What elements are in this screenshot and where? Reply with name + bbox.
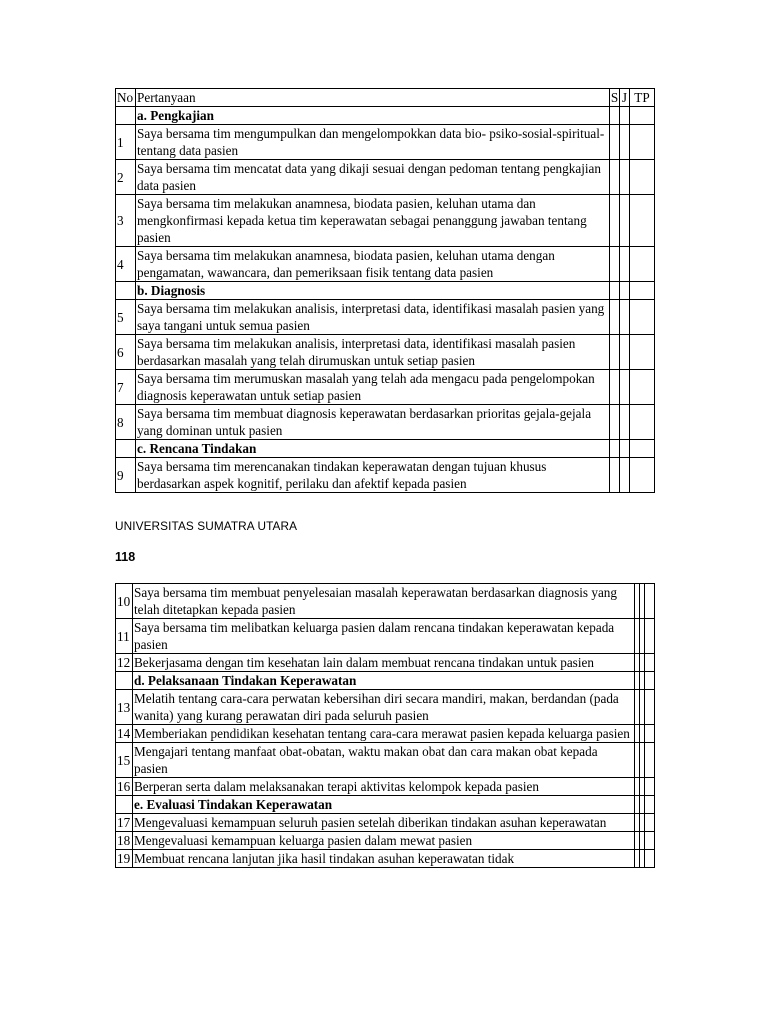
question-text: Saya bersama tim membuat diagnosis keperawatan berdasarkan prioritas gejala-gejala yang dominan untuk pasien	[136, 405, 610, 440]
answer-cell-tp[interactable]	[645, 850, 655, 868]
question-number: 8	[116, 405, 136, 440]
section-row	[116, 282, 655, 300]
answer-cell-j[interactable]	[620, 335, 630, 370]
answer-cell-j[interactable]	[620, 405, 630, 440]
answer-cell-tp[interactable]	[630, 247, 655, 282]
answer-cell-s[interactable]	[610, 370, 620, 405]
answer-cell-s[interactable]	[610, 282, 620, 300]
answer-cell-j[interactable]	[620, 370, 630, 405]
answer-cell-tp[interactable]	[645, 743, 655, 778]
question-row	[116, 778, 655, 796]
question-row	[116, 370, 655, 405]
table-header-row	[116, 89, 655, 107]
answer-cell-tp[interactable]	[645, 584, 655, 619]
answer-cell-s[interactable]	[610, 160, 620, 195]
section-number-cell	[116, 107, 136, 125]
question-number: 12	[116, 654, 133, 672]
question-number: 1	[116, 125, 136, 160]
question-number: 7	[116, 370, 136, 405]
question-row	[116, 814, 655, 832]
answer-cell-j[interactable]	[620, 195, 630, 247]
answer-cell-s[interactable]	[610, 440, 620, 458]
question-row	[116, 725, 655, 743]
question-text: Mengevaluasi kemampuan seluruh pasien setelah diberikan tindakan asuhan keperawatan	[133, 814, 635, 832]
question-row	[116, 584, 655, 619]
question-number: 3	[116, 195, 136, 247]
answer-cell-tp[interactable]	[645, 619, 655, 654]
question-text: Saya bersama tim merumuskan masalah yang telah ada mengacu pada pengelompokan diagnosis keperawatan untuk setiap pasien	[136, 370, 610, 405]
questionnaire-table-1	[115, 88, 655, 493]
question-text: Saya bersama tim mencatat data yang dikaji sesuai dengan pedoman tentang pengkajian data pasien	[136, 160, 610, 195]
answer-cell-tp[interactable]	[630, 282, 655, 300]
question-text: Saya bersama tim melakukan analisis, interpretasi data, identifikasi masalah pasien yang saya tangani untuk semua pasien	[136, 300, 610, 335]
answer-cell-tp[interactable]	[645, 814, 655, 832]
question-row	[116, 743, 655, 778]
answer-cell-s[interactable]	[610, 405, 620, 440]
question-text: Saya bersama tim mengumpulkan dan mengelompokkan data bio- psiko-sosial-spiritual-tentang data pasien	[136, 125, 610, 160]
section-heading: d. Pelaksanaan Tindakan Keperawatan	[133, 672, 635, 690]
question-text: Membuat rencana lanjutan jika hasil tindakan asuhan keperawatan tidak	[133, 850, 635, 868]
answer-cell-j[interactable]	[620, 125, 630, 160]
answer-cell-tp[interactable]	[645, 778, 655, 796]
section-row	[116, 440, 655, 458]
answer-cell-tp[interactable]	[630, 107, 655, 125]
answer-cell-j[interactable]	[620, 458, 630, 493]
question-row	[116, 690, 655, 725]
question-row	[116, 125, 655, 160]
question-number: 5	[116, 300, 136, 335]
question-text: Saya bersama tim melakukan analisis, interpretasi data, identifikasi masalah pasien berdasarkan masalah yang telah dirumuskan untuk setiap pasien	[136, 335, 610, 370]
question-row	[116, 850, 655, 868]
question-row	[116, 458, 655, 493]
answer-cell-tp[interactable]	[630, 458, 655, 493]
answer-cell-j[interactable]	[620, 107, 630, 125]
section-heading: a. Pengkajian	[136, 107, 610, 125]
university-footer: UNIVERSITAS SUMATRA UTARA	[115, 519, 298, 533]
question-text: Bekerjasama dengan tim kesehatan lain dalam membuat rencana tindakan untuk pasien	[133, 654, 635, 672]
question-number: 6	[116, 335, 136, 370]
answer-cell-tp[interactable]	[630, 300, 655, 335]
answer-cell-tp[interactable]	[645, 654, 655, 672]
answer-cell-s[interactable]	[610, 107, 620, 125]
answer-cell-tp[interactable]	[630, 335, 655, 370]
answer-cell-s[interactable]	[610, 458, 620, 493]
answer-cell-j[interactable]	[620, 247, 630, 282]
answer-cell-tp[interactable]	[630, 370, 655, 405]
question-row	[116, 654, 655, 672]
section-number-cell	[116, 796, 133, 814]
answer-cell-j[interactable]	[620, 300, 630, 335]
answer-cell-tp[interactable]	[645, 672, 655, 690]
answer-cell-j[interactable]	[620, 160, 630, 195]
question-text: Saya bersama tim membuat penyelesaian masalah keperawatan berdasarkan diagnosis yang telah ditetapkan kepada pasien	[133, 584, 635, 619]
question-number: 14	[116, 725, 133, 743]
question-number: 17	[116, 814, 133, 832]
question-row	[116, 247, 655, 282]
questionnaire-table-2	[115, 583, 655, 868]
section-row	[116, 107, 655, 125]
page-number: 118	[115, 550, 136, 564]
question-text: Mengajari tentang manfaat obat-obatan, waktu makan obat dan cara makan obat kepada pasien	[133, 743, 635, 778]
header-question: Pertanyaan	[136, 89, 610, 107]
header-j: J	[620, 89, 630, 107]
question-number: 16	[116, 778, 133, 796]
question-number: 9	[116, 458, 136, 493]
section-heading: c. Rencana Tindakan	[136, 440, 610, 458]
answer-cell-tp[interactable]	[645, 690, 655, 725]
answer-cell-s[interactable]	[610, 300, 620, 335]
header-no: No	[116, 89, 136, 107]
section-heading: b. Diagnosis	[136, 282, 610, 300]
answer-cell-tp[interactable]	[630, 405, 655, 440]
question-number: 4	[116, 247, 136, 282]
question-number: 13	[116, 690, 133, 725]
section-row	[116, 672, 655, 690]
question-row	[116, 335, 655, 370]
answer-cell-tp[interactable]	[645, 725, 655, 743]
section-number-cell	[116, 282, 136, 300]
section-heading: e. Evaluasi Tindakan Keperawatan	[133, 796, 635, 814]
answer-cell-tp[interactable]	[630, 440, 655, 458]
question-row	[116, 160, 655, 195]
question-number: 2	[116, 160, 136, 195]
answer-cell-tp[interactable]	[645, 832, 655, 850]
header-tp: TP	[630, 89, 655, 107]
question-text: Saya bersama tim merencanakan tindakan keperawatan dengan tujuan khusus berdasarkan aspek kognitif, perilaku dan afektif kepada pasien	[136, 458, 610, 493]
answer-cell-s[interactable]	[610, 195, 620, 247]
answer-cell-s[interactable]	[610, 335, 620, 370]
header-s: S	[610, 90, 619, 105]
answer-cell-tp[interactable]	[630, 195, 655, 247]
question-row	[116, 195, 655, 247]
section-number-cell	[116, 440, 136, 458]
question-text: Berperan serta dalam melaksanakan terapi aktivitas kelompok kepada pasien	[133, 778, 635, 796]
question-text: Saya bersama tim melakukan anamnesa, biodata pasien, keluhan utama dan mengkonfirmasi kepada ketua tim keperawatan sebagai penanggung jawaban tentang pasien	[136, 195, 610, 247]
answer-cell-tp[interactable]	[630, 125, 655, 160]
question-number: 10	[116, 584, 133, 619]
question-row	[116, 405, 655, 440]
question-number: 19	[116, 850, 133, 868]
question-number: 15	[116, 743, 133, 778]
answer-cell-tp[interactable]	[645, 796, 655, 814]
question-row	[116, 619, 655, 654]
section-number-cell	[116, 672, 133, 690]
question-text: Mengevaluasi kemampuan keluarga pasien dalam mewat pasien	[133, 832, 635, 850]
section-row	[116, 796, 655, 814]
question-text: Saya bersama tim melakukan anamnesa, biodata pasien, keluhan utama dengan pengamatan, wawancara, dan pemeriksaan fisik tentang data pasien	[136, 247, 610, 282]
question-number: 11	[116, 619, 133, 654]
question-text: Melatih tentang cara-cara perwatan kebersihan diri secara mandiri, makan, berdandan (pada wanita) yang kurang perawatan diri pada seluruh pasien	[133, 690, 635, 725]
question-text: Memberiakan pendidikan kesehatan tentang cara-cara merawat pasien kepada keluarga pasien	[133, 725, 635, 743]
question-text: Saya bersama tim melibatkan keluarga pasien dalam rencana tindakan keperawatan kepada pasien	[133, 619, 635, 654]
answer-cell-tp[interactable]	[630, 160, 655, 195]
question-row	[116, 832, 655, 850]
answer-cell-s[interactable]	[610, 125, 620, 160]
answer-cell-s[interactable]	[610, 247, 620, 282]
question-row	[116, 300, 655, 335]
answer-cell-j[interactable]	[620, 440, 630, 458]
answer-cell-j[interactable]	[620, 282, 630, 300]
question-number: 18	[116, 832, 133, 850]
